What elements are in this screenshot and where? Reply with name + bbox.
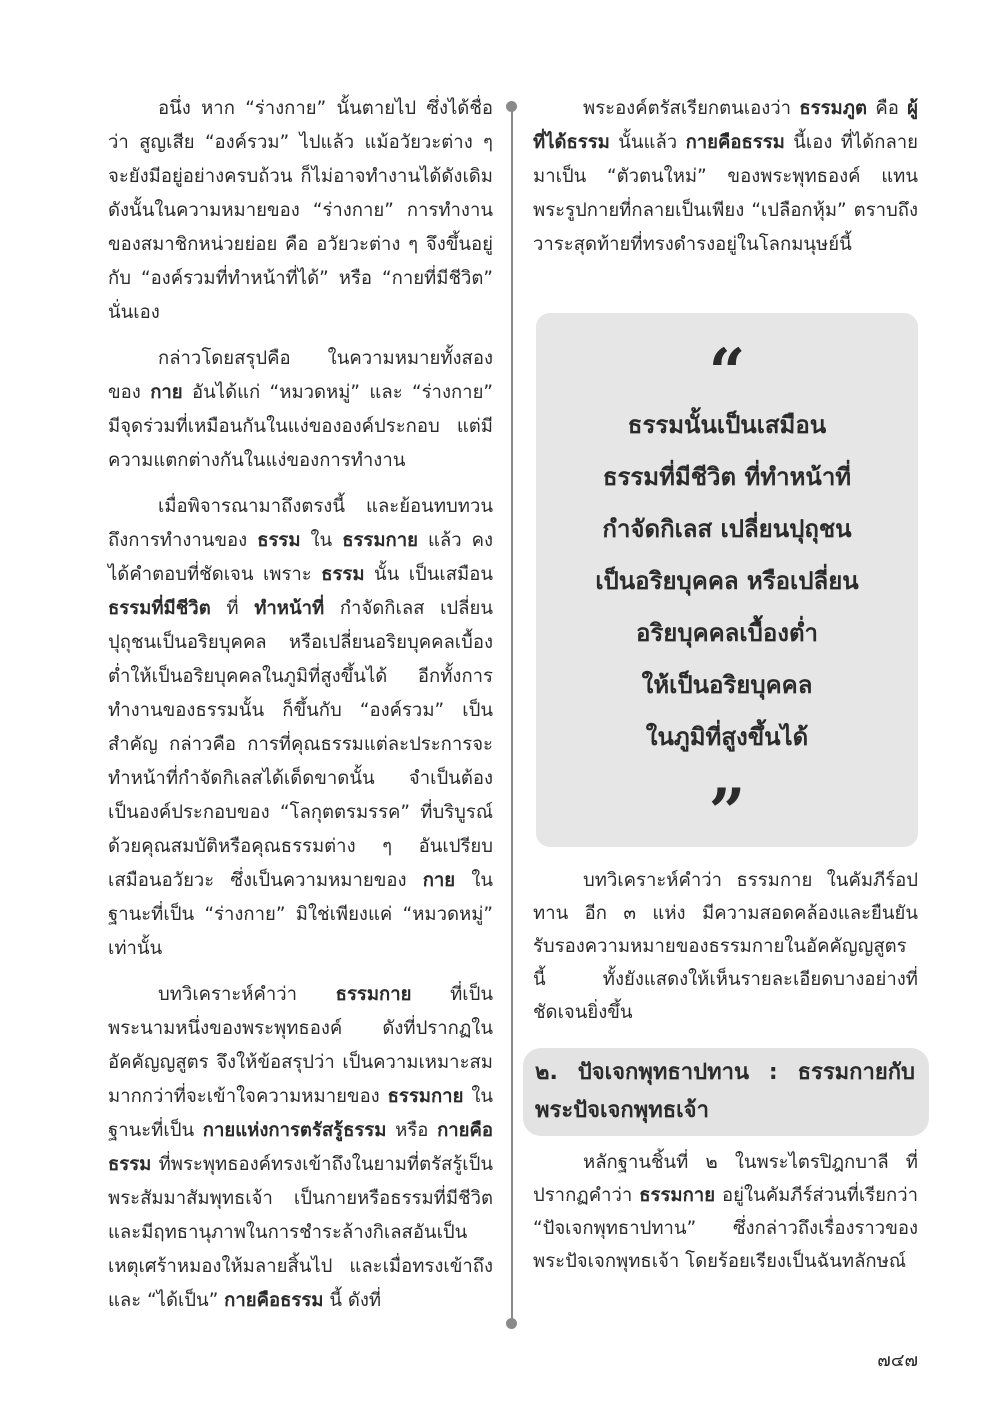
- bold-term: กาย: [150, 382, 183, 403]
- pull-quote-box: [536, 313, 918, 850]
- bold-term: ทำหน้าที่: [254, 598, 325, 619]
- open-quote-icon: “: [708, 335, 746, 410]
- column-divider: [511, 106, 513, 1326]
- bold-term: กายคือธรรม: [224, 1290, 324, 1311]
- left-paragraph-1: [108, 92, 493, 330]
- right-paragraph-1: [533, 92, 918, 262]
- text-run: แล้ว คงได้คำตอบที่ชัดเจน เพราะ: [108, 530, 493, 585]
- bold-term: กายคือธรรม: [108, 1120, 493, 1175]
- text-run: อนึ่ง หาก “ร่างกาย” นั้นตายไป ซึ่งได้ชื่อว่า สูญเสีย “องค์รวม” ไปแล้ว แม้อวัยวะต่าง ๆ จะยังมีอยู่อย่างครบถ้วน ก็ไม่อาจทำงานได้ดังเดิม ดังนั้นในความหมายของ “ร่างกาย” การทำงานของสมาชิกหน่วยย่อย คือ อวัยวะต่าง ๆ จึงขึ้นอยู่กับ “องค์รวมที่ทำหน้าที่ได้” หรือ “กายที่มีชีวิต” นั่นเอง: [108, 98, 493, 323]
- section-heading: ๒. ปัจเจกพุทธาปทาน : ธรรมกายกับพระปัจเจกพุทธเจ้า: [523, 1048, 929, 1136]
- text-run: เมื่อพิจารณามาถึงตรงนี้ และย้อนทบทวนถึงการทำงานของ: [108, 496, 493, 551]
- text-run: หรือ: [386, 1120, 438, 1141]
- bold-term: กายคือธรรม: [685, 132, 785, 153]
- quote-line: ธรรมนั้นเป็นเสมือน: [627, 411, 827, 439]
- text-run: บทวิเคราะห์คำว่า: [158, 984, 336, 1005]
- text-run: ที่: [210, 598, 255, 619]
- bold-term: ธรรมภูต: [799, 98, 867, 119]
- text-run: พระองค์ตรัสเรียกตนเองว่า: [583, 98, 800, 119]
- bold-term: ธรรมกาย: [335, 984, 412, 1005]
- quote-line: เป็นอริยบุคคล หรือเปลี่ยน: [595, 567, 859, 595]
- text-run: กล่าวโดยสรุปคือ ในความหมายทั้งสองของ: [108, 348, 493, 403]
- text-run: กำจัดกิเลส เปลี่ยนปุถุชนเป็นอริยบุคคล หรือเปลี่ยนอริยบุคคลเบื้องต่ำให้เป็นอริยบุคคลในภูมิที่สูงขึ้นได้ อีกทั้งการทำงานของธรรมนั้น ก็ขึ้นกับ “องค์รวม” เป็นสำคัญ กล่าวคือ การที่คุณธรรมแต่ละประการจะทำหน้าที่กำจัดกิเลสได้เด็ดขาดนั้น จำเป็นต้องเป็นองค์ประกอบของ “โลกุตตรมรรค” ที่บริบูรณ์ด้วยคุณสมบัติหรือคุณธรรมต่าง ๆ อันเปรียบเสมือนอวัยวะ ซึ่งเป็นความหมายของ: [108, 598, 493, 891]
- quote-line: ธรรมที่มีชีวิต ที่ทำหน้าที่: [602, 463, 852, 491]
- bold-term: ธรรม: [321, 564, 365, 585]
- text-run: นั้นแล้ว: [609, 132, 686, 153]
- text-run: หลักฐานชิ้นที่ ๒ ในพระไตรปิฎกบาลี ที่ปรากฏคำว่า: [533, 1152, 918, 1206]
- quote-line: ให้เป็นอริยบุคคล: [641, 671, 813, 699]
- bold-term: ธรรมกาย: [639, 1185, 716, 1206]
- text-run: ที่พระพุทธองค์ทรงเข้าถึงในยามที่ตรัสรู้เป็นพระสัมมาสัมพุทธเจ้า เป็นกายหรือธรรมที่มีชีวิต และมีฤทธานุภาพในการชำระล้างกิเลสอันเป็นเหตุเศร้าหมองให้มลายสิ้นไป และเมื่อทรงเข้าถึงและ “ได้เป็น”: [108, 1154, 493, 1311]
- bold-term: กายแห่งการตรัสรู้ธรรม: [202, 1120, 387, 1141]
- right-paragraph-2: [533, 864, 918, 1029]
- text-run: ในฐานะที่เป็น: [108, 1086, 493, 1141]
- bold-term: ธรรมกาย: [342, 530, 418, 551]
- page-number: ๗๔๗: [877, 1350, 918, 1371]
- text-run: อันได้แก่ “หมวดหมู่” และ “ร่างกาย” มีจุดร่วมที่เหมือนกันในแง่ขององค์ประกอบ แต่มีความแตกต่างกันในแง่ของการทำงาน: [108, 382, 493, 471]
- bold-term: ธรรมกาย: [387, 1086, 464, 1107]
- divider-top-dot: [506, 101, 517, 112]
- text-run: ใน: [300, 530, 343, 551]
- paragraph-text: บทวิเคราะห์คำว่า ธรรมกาย ในคัมภีร์อปทาน อีก ๓ แห่ง มีความสอดคล้องและยืนยันรับรองความหมายของธรรมกายในอัคคัญญสูตรนี้ ทั้งยังแสดงให้เห็นรายละเอียดบางอย่างที่ชัดเจนยิ่งขึ้น: [533, 870, 918, 1023]
- right-column-top: [533, 92, 918, 274]
- quote-line: กำจัดกิเลส เปลี่ยนปุถุชน: [602, 515, 852, 543]
- text-run: อยู่ในคัมภีร์ส่วนที่เรียกว่า “ปัจเจกพุทธาปทาน” ซึ่งกล่าวถึงเรื่องราวของพระปัจเจกพุทธเจ้า โดยร้อยเรียงเป็นฉันทลักษณ์: [533, 1185, 918, 1272]
- text-run: ที่เป็นพระนามหนึ่งของพระพุทธองค์ ดังที่ปรากฏในอัคคัญญสูตร จึงให้ข้อสรุปว่า เป็นความเหมาะสมมากกว่าที่จะเข้าใจความหมายของ: [108, 984, 493, 1107]
- bold-term: ธรรมที่มีชีวิต: [108, 598, 211, 619]
- left-column: [108, 92, 493, 1330]
- left-paragraph-2: [108, 342, 493, 478]
- close-quote-icon: ”: [708, 775, 746, 850]
- quote-line: ในภูมิที่สูงขึ้นได้: [645, 723, 809, 751]
- text-run: ในฐานะที่เป็น “ร่างกาย” มิใช่เพียงแค่ “หมวดหมู่” เท่านั้น: [108, 870, 493, 959]
- text-run: นี้เอง ที่ได้กลายมาเป็น “ตัวตนใหม่” ของพระพุทธองค์ แทนพระรูปกายที่กลายเป็นเพียง “เปลือกหุ้ม” ตราบถึงวาระสุดท้ายที่ทรงดำรงอยู่ในโลกมนุษย์นี้: [533, 132, 919, 255]
- right-paragraph-3: [533, 1146, 918, 1278]
- divider-bottom-dot: [506, 1318, 517, 1329]
- quote-line: อริยบุคคลเบื้องต่ำ: [635, 619, 819, 647]
- paragraph-text: [533, 1146, 918, 1278]
- bold-term: ธรรม: [257, 530, 301, 551]
- text-run: คือ: [866, 98, 908, 119]
- bold-term: กาย: [422, 870, 456, 891]
- left-paragraph-3: [108, 490, 493, 966]
- text-run: นี้ ดังที่: [323, 1290, 382, 1311]
- left-paragraph-4: [108, 978, 493, 1318]
- bold-term: ผู้ที่ได้ธรรม: [533, 98, 918, 153]
- pull-quote-text: [536, 399, 918, 763]
- text-run: นั้น เป็นเสมือน: [364, 564, 493, 585]
